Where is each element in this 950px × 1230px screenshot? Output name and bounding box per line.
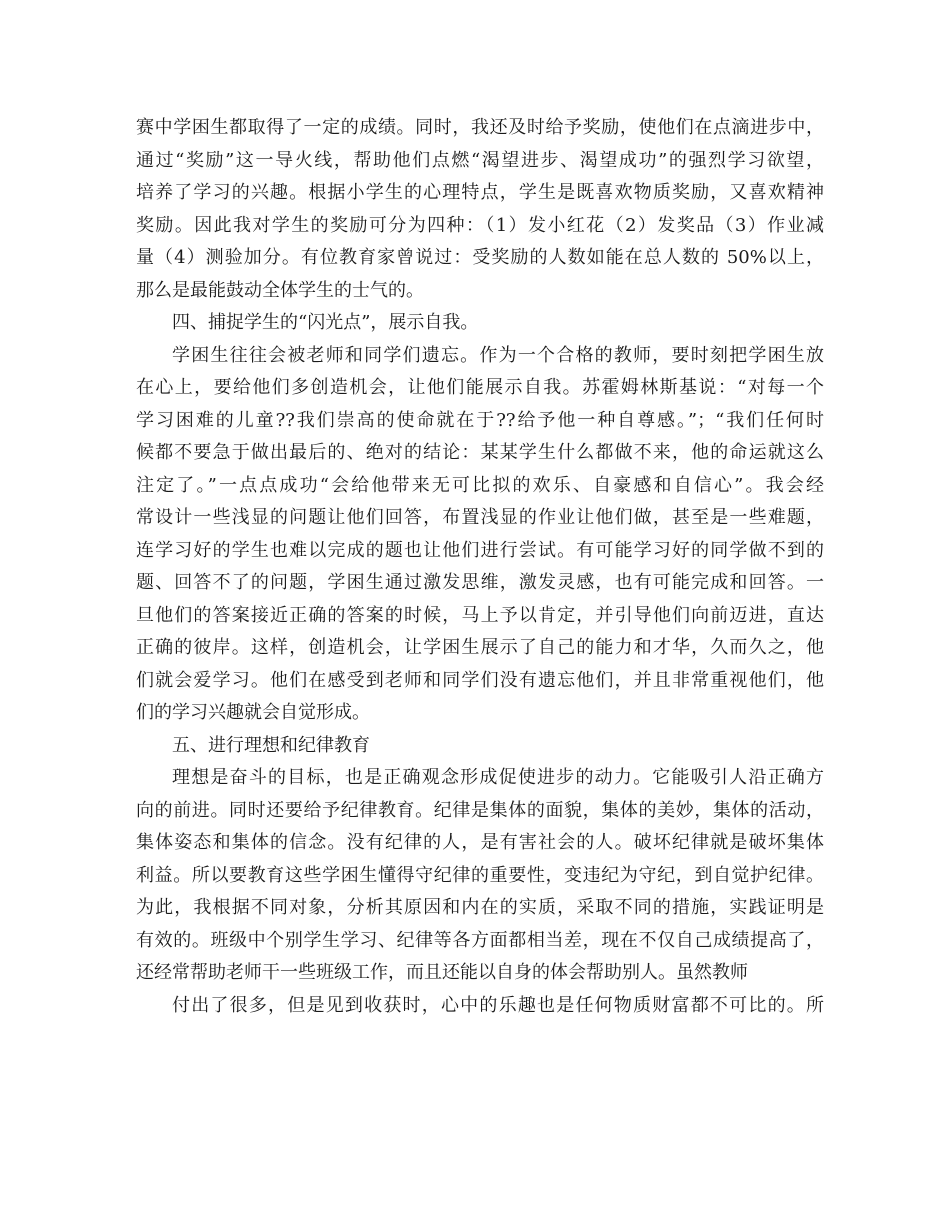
- text-line: 在心上，要给他们多创造机会，让他们能展示自我。苏霍姆林斯基说：“对每一个: [136, 377, 824, 398]
- text-line: 利益。所以要教育这些学困生懂得守纪律的重要性，变违纪为守纪，到自觉护纪律。: [136, 864, 824, 886]
- text-line: 向的前进。同时还要给予纪律教育。纪律是集体的面貌，集体的美妙，集体的活动，: [136, 799, 824, 821]
- text-line: 常设计一些浅显的问题让他们回答，布置浅显的作业让他们做，甚至是一些难题，: [136, 507, 824, 528]
- text-line: 学困生往往会被老师和同学们遗忘。作为一个合格的教师，要时刻把学困生放: [172, 344, 824, 366]
- text-line: 那么是最能鼓动全体学生的士气的。: [136, 279, 424, 301]
- text-line: 题、回答不了的问题，学困生通过激发思维，激发灵感，也有可能完成和回答。一: [136, 572, 824, 593]
- text-line: 四、捕捉学生的“闪光点”，展示自我。: [172, 312, 479, 333]
- text-line: 赛中学困生都取得了一定的成绩。同时，我还及时给予奖励，使他们在点滴进步中，: [136, 117, 824, 138]
- text-line: 候都不要急于做出最后的、绝对的结论：某某学生什么都做不来，他的命运就这么: [136, 442, 824, 463]
- text-line: 学习困难的儿童??我们崇高的使命就在于??给予他一种自尊感。”；“我们任何时: [136, 409, 824, 431]
- text-line: 集体姿态和集体的信念。没有纪律的人，是有害社会的人。破坏纪律就是破坏集体: [136, 832, 824, 853]
- text-line: 量（4）测验加分。有位教育家曾说过：受奖励的人数如能在总人数的 50%以上，: [136, 247, 824, 268]
- text-line: 理想是奋斗的目标，也是正确观念形成促使进步的动力。它能吸引人沿正确方: [172, 767, 824, 788]
- text-line: 还经常帮助老师干一些班级工作，而且还能以自身的体会帮助别人。虽然教师: [136, 962, 748, 983]
- text-line: 通过“奖励”这一导火线，帮助他们点燃“渴望进步、渴望成功”的强烈学习欲望，: [136, 149, 824, 171]
- text-line: 们就会爱学习。他们在感受到老师和同学们没有遗忘他们，并且非常重视他们，他: [136, 669, 824, 691]
- text-line: 正确的彼岸。这样，创造机会，让学困生展示了自己的能力和才华，久而久之，他: [136, 637, 824, 658]
- document-body: [136, 112, 824, 1022]
- text-line: 旦他们的答案接近正确的答案的时候，马上予以肯定，并引导他们向前迈进，直达: [136, 604, 824, 626]
- text-line: 培养了学习的兴趣。根据小学生的心理特点，学生是既喜欢物质奖励，又喜欢精神: [136, 182, 824, 203]
- text-line: 有效的。班级中个别学生学习、纪律等各方面都相当差，现在不仅自己成绩提高了，: [136, 929, 824, 951]
- text-line: 们的学习兴趣就会自觉形成。: [136, 702, 370, 723]
- text-line: 为此，我根据不同对象，分析其原因和内在的实质，采取不同的措施，实践证明是: [136, 897, 824, 918]
- text-line: 奖励。因此我对学生的奖励可分为四种：（1）发小红花（2）发奖品（3）作业减: [136, 214, 824, 236]
- text-line: 连学习好的学生也难以完成的题也让他们进行尝试。有可能学习好的同学做不到的: [136, 539, 824, 561]
- text-line: 五、进行理想和纪律教育: [172, 734, 370, 756]
- text-line: 付出了很多，但是见到收获时，心中的乐趣也是任何物质财富都不可比的。所: [172, 994, 824, 1016]
- text-line: 注定了。”一点点成功“会给他带来无可比拟的欢乐、自豪感和自信心”。我会经: [136, 474, 824, 496]
